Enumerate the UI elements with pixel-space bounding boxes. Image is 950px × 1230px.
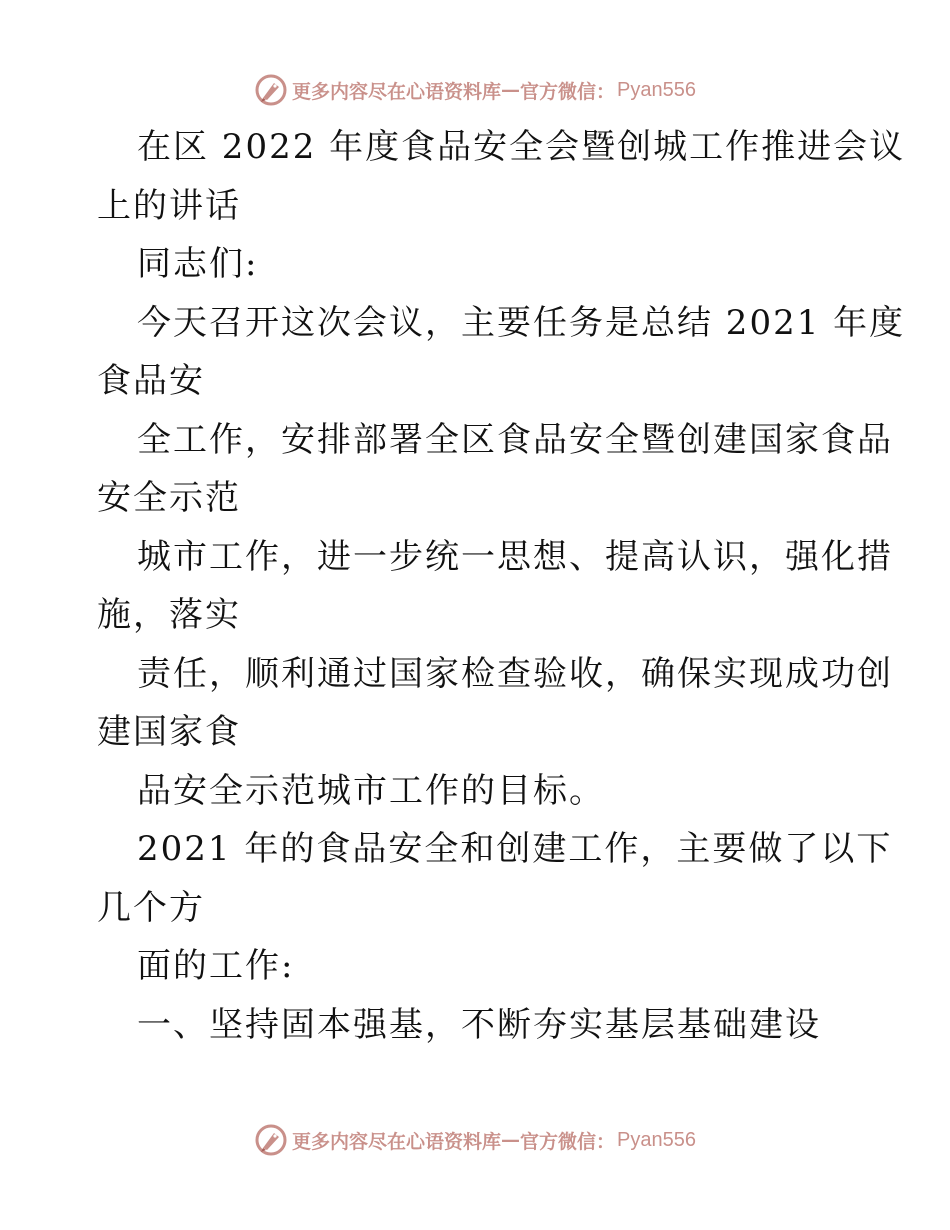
watermark-wechat-id: Pyan556: [617, 78, 696, 101]
document-body: [97, 118, 906, 1054]
text-line: 建国家食: [97, 712, 241, 752]
header-watermark: [0, 70, 950, 110]
footer-watermark: [0, 1120, 950, 1160]
text-line: 今天召开这次会议，主要任务是总结 2021 年度: [137, 302, 906, 343]
pen-nib-logo-icon: [254, 73, 288, 107]
text-line: 几个方: [97, 887, 205, 928]
text-line: 安全示范: [97, 478, 241, 518]
text-line: 责任，顺利通过国家检查验收，确保实现成功创: [137, 653, 893, 694]
watermark-wechat-label: 官方微信：: [520, 80, 616, 103]
watermark-separator: —: [501, 1129, 521, 1151]
text-line: 品安全示范城市工作的目标。: [137, 770, 605, 811]
text-line: 面的工作:: [137, 946, 295, 986]
text-line: 施，落实: [97, 595, 241, 635]
text-line: 2021 年的食品安全和创建工作，主要做了以下: [137, 829, 893, 869]
text-line: 食品安: [97, 361, 205, 401]
watermark-text: 更多内容尽在心语资料库: [292, 1130, 502, 1153]
text-line: 全工作，安排部署全区食品安全暨创建国家食品: [137, 419, 893, 460]
text-line: 上的讲话: [97, 185, 241, 226]
text-line: 在区 2022 年度食品安全会暨创城工作推进会议: [137, 127, 906, 167]
watermark-wechat-id: Pyan556: [617, 1128, 696, 1151]
text-line: 一、坚持固本强基，不断夯实基层基础建设: [137, 1004, 821, 1045]
watermark-text: 更多内容尽在心语资料库: [292, 80, 502, 103]
watermark-separator: —: [501, 79, 521, 101]
text-line: 同志们:: [137, 244, 259, 284]
watermark-wechat-label: 官方微信：: [520, 1130, 616, 1153]
text-line: 城市工作，进一步统一思想、提高认识，强化措: [137, 536, 893, 577]
pen-nib-logo-icon: [254, 1123, 288, 1157]
